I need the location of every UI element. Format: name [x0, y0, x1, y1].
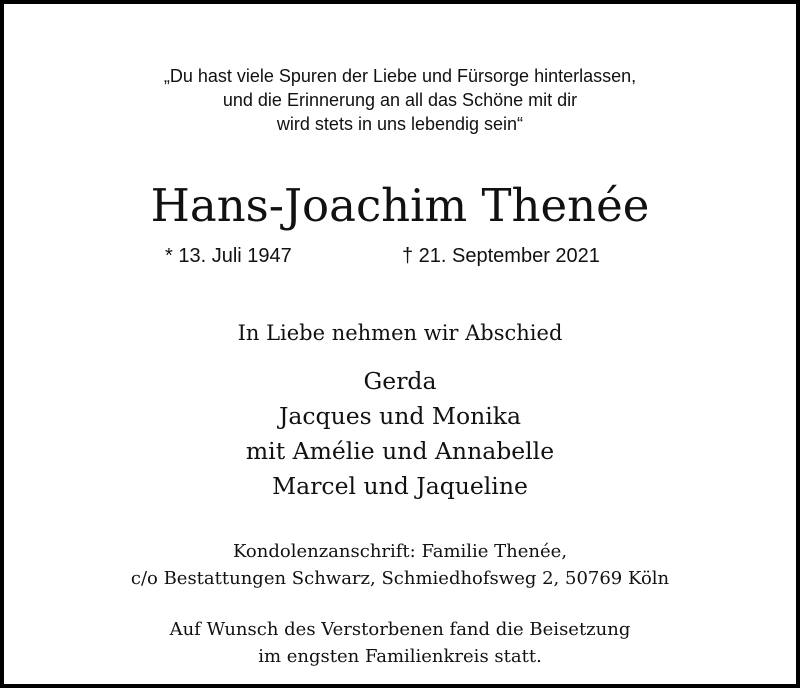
condolence-address — [4, 538, 796, 592]
deceased-name: Hans-Joachim Thenée — [150, 179, 650, 232]
mourner-name: mit Amélie und Annabelle — [245, 437, 555, 465]
mourner-name: Gerda — [363, 367, 437, 395]
condolence-line: c/o Bestattungen Schwarz, Schmiedhofsweg 2, 50769 Köln — [130, 568, 670, 589]
quote-line: „Du hast viele Spuren der Liebe und Fürsorge hinterlassen, — [163, 66, 637, 86]
burial-note — [4, 616, 796, 670]
death-date: † 21. September 2021 — [402, 245, 600, 267]
mourner-name: Jacques und Monika — [278, 402, 522, 430]
quote-line: wird stets in uns lebendig sein“ — [276, 114, 524, 134]
quote-line: und die Erinnerung an all das Schöne mit dir — [222, 90, 578, 110]
condolence-line: Kondolenzanschrift: Familie Thenée, — [232, 541, 568, 562]
memorial-quote — [4, 64, 796, 136]
mourners-list — [4, 364, 796, 504]
mourner-name: Marcel und Jaqueline — [272, 472, 528, 500]
farewell-line: In Liebe nehmen wir Abschied — [237, 321, 563, 345]
burial-line: Auf Wunsch des Verstorbenen fand die Beisetzung — [169, 619, 631, 640]
burial-line: im engsten Familienkreis statt. — [258, 646, 542, 667]
birth-date: * 13. Juli 1947 — [165, 245, 292, 267]
